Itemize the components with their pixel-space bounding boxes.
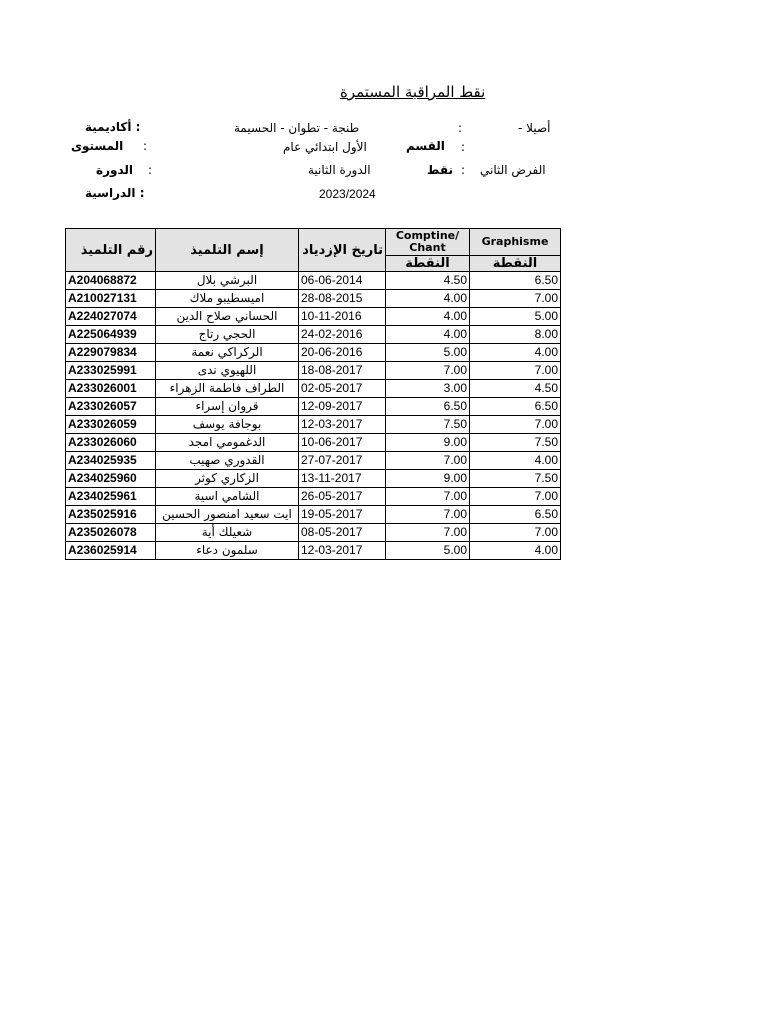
grade-graphisme-cell: 7.00 bbox=[470, 488, 561, 506]
student-number-cell: A236025914 bbox=[66, 542, 156, 560]
table-row bbox=[66, 488, 561, 506]
grade-graphisme-cell: 6.50 bbox=[470, 506, 561, 524]
table-row bbox=[66, 344, 561, 362]
student-number-cell: A233025991 bbox=[66, 362, 156, 380]
session-label: الدورة bbox=[96, 163, 134, 177]
student-name-cell: بوجافة يوسف bbox=[156, 416, 299, 434]
grade-graphisme-cell: 6.50 bbox=[470, 398, 561, 416]
birth-date-cell: 28-08-2015 bbox=[299, 290, 386, 308]
birth-date-cell: 12-09-2017 bbox=[299, 398, 386, 416]
birth-date-cell: 02-05-2017 bbox=[299, 380, 386, 398]
student-name-cell: الحساني صلاح الدين bbox=[156, 308, 299, 326]
student-number-cell: A233026001 bbox=[66, 380, 156, 398]
student-number-cell: A225064939 bbox=[66, 326, 156, 344]
grade-comptine-cell: 7.00 bbox=[386, 506, 470, 524]
student-number-cell: A234025935 bbox=[66, 452, 156, 470]
header-subject-graphisme: Graphisme bbox=[470, 229, 561, 256]
grade-comptine-cell: 4.00 bbox=[386, 308, 470, 326]
birth-date-cell: 26-05-2017 bbox=[299, 488, 386, 506]
header-student-number: رقم التلميذ bbox=[66, 229, 156, 272]
table-row bbox=[66, 524, 561, 542]
grade-comptine-cell: 7.00 bbox=[386, 524, 470, 542]
header-grade: النقطة bbox=[470, 255, 561, 271]
grade-comptine-cell: 6.50 bbox=[386, 398, 470, 416]
student-name-cell: ايت سعيد امنصور الحسين bbox=[156, 506, 299, 524]
grade-graphisme-cell: 6.50 bbox=[470, 272, 561, 290]
grade-comptine-cell: 9.00 bbox=[386, 470, 470, 488]
header-subject-comptine: Comptine/ Chant bbox=[386, 229, 470, 256]
grade-comptine-cell: 3.00 bbox=[386, 380, 470, 398]
grades-label: نقط bbox=[427, 163, 453, 177]
student-name-cell: قروان إسراء bbox=[156, 398, 299, 416]
year-value: 2023/2024 bbox=[319, 187, 376, 201]
grade-comptine-cell: 7.00 bbox=[386, 488, 470, 506]
table-row bbox=[66, 380, 561, 398]
student-name-cell: الزكاري كوثر bbox=[156, 470, 299, 488]
table-row bbox=[66, 308, 561, 326]
student-number-cell: A233026060 bbox=[66, 434, 156, 452]
student-name-cell: القدوري صهيب bbox=[156, 452, 299, 470]
student-name-cell: اللهيوي ندى bbox=[156, 362, 299, 380]
grade-comptine-cell: 5.00 bbox=[386, 344, 470, 362]
table-row bbox=[66, 326, 561, 344]
grade-graphisme-cell: 7.00 bbox=[470, 416, 561, 434]
grades-value: الفرض الثاني bbox=[480, 163, 546, 177]
birth-date-cell: 12-03-2017 bbox=[299, 542, 386, 560]
table-row bbox=[66, 362, 561, 380]
birth-date-cell: 08-05-2017 bbox=[299, 524, 386, 542]
table-row bbox=[66, 506, 561, 524]
student-number-cell: A204068872 bbox=[66, 272, 156, 290]
student-name-cell: الشامي اسية bbox=[156, 488, 299, 506]
student-name-cell: اميسطيبو ملاك bbox=[156, 290, 299, 308]
student-number-cell: A233026057 bbox=[66, 398, 156, 416]
grade-graphisme-cell: 7.50 bbox=[470, 470, 561, 488]
table-row bbox=[66, 434, 561, 452]
table-row bbox=[66, 470, 561, 488]
birth-date-cell: 24-02-2016 bbox=[299, 326, 386, 344]
student-number-cell: A229079834 bbox=[66, 344, 156, 362]
grade-graphisme-cell: 5.00 bbox=[470, 308, 561, 326]
header-birth-date: تاريخ الإزدياد bbox=[299, 229, 386, 272]
section-label: القسم bbox=[406, 139, 445, 153]
region-value: - أصيلا bbox=[518, 121, 551, 135]
grade-graphisme-cell: 7.00 bbox=[470, 290, 561, 308]
grade-comptine-cell: 7.00 bbox=[386, 452, 470, 470]
grade-graphisme-cell: 7.50 bbox=[470, 434, 561, 452]
table-row bbox=[66, 398, 561, 416]
student-name-cell: البرشي بلال bbox=[156, 272, 299, 290]
table-row bbox=[66, 416, 561, 434]
grade-graphisme-cell: 4.50 bbox=[470, 380, 561, 398]
header-student-name: إسم التلميذ bbox=[156, 229, 299, 272]
academy-label: أكاديمية : bbox=[85, 120, 141, 134]
grade-comptine-cell: 5.00 bbox=[386, 542, 470, 560]
grades-table bbox=[65, 228, 561, 560]
table-row bbox=[66, 290, 561, 308]
student-number-cell: A233026059 bbox=[66, 416, 156, 434]
year-label: الدراسية : bbox=[85, 186, 145, 200]
student-number-cell: A235026078 bbox=[66, 524, 156, 542]
birth-date-cell: 12-03-2017 bbox=[299, 416, 386, 434]
academy-value: طنجة - تطوان - الحسيمة bbox=[234, 121, 360, 135]
grade-graphisme-cell: 8.00 bbox=[470, 326, 561, 344]
grade-graphisme-cell: 7.00 bbox=[470, 524, 561, 542]
page-title: نقط المراقبة المستمرة bbox=[340, 83, 486, 101]
student-name-cell: شعيلك أية bbox=[156, 524, 299, 542]
table-row bbox=[66, 272, 561, 290]
student-number-cell: A210027131 bbox=[66, 290, 156, 308]
grade-graphisme-cell: 7.00 bbox=[470, 362, 561, 380]
birth-date-cell: 10-06-2017 bbox=[299, 434, 386, 452]
birth-date-cell: 20-06-2016 bbox=[299, 344, 386, 362]
birth-date-cell: 27-07-2017 bbox=[299, 452, 386, 470]
level-value: الأول ابتدائي عام bbox=[283, 140, 367, 154]
student-number-cell: A235025916 bbox=[66, 506, 156, 524]
grade-comptine-cell: 4.00 bbox=[386, 326, 470, 344]
grade-comptine-cell: 4.00 bbox=[386, 290, 470, 308]
student-name-cell: الركراكي نعمة bbox=[156, 344, 299, 362]
birth-date-cell: 13-11-2017 bbox=[299, 470, 386, 488]
section-colon: : bbox=[461, 140, 466, 154]
student-number-cell: A234025960 bbox=[66, 470, 156, 488]
session-value: الدورة الثانية bbox=[308, 163, 371, 177]
colon-sep: : bbox=[148, 163, 153, 177]
grade-graphisme-cell: 4.00 bbox=[470, 542, 561, 560]
grade-comptine-cell: 4.50 bbox=[386, 272, 470, 290]
student-number-cell: A224027074 bbox=[66, 308, 156, 326]
student-name-cell: الطراف فاطمة الزهراء bbox=[156, 380, 299, 398]
grade-comptine-cell: 9.00 bbox=[386, 434, 470, 452]
table-row bbox=[66, 542, 561, 560]
student-name-cell: الحجي رتاج bbox=[156, 326, 299, 344]
student-number-cell: A234025961 bbox=[66, 488, 156, 506]
grade-graphisme-cell: 4.00 bbox=[470, 344, 561, 362]
table-row bbox=[66, 452, 561, 470]
level-label: المستوى bbox=[71, 139, 124, 153]
header-grade: النقطة bbox=[386, 255, 470, 271]
birth-date-cell: 06-06-2014 bbox=[299, 272, 386, 290]
student-name-cell: الدغمومي امجد bbox=[156, 434, 299, 452]
grades-colon: : bbox=[461, 163, 466, 177]
grade-comptine-cell: 7.50 bbox=[386, 416, 470, 434]
grade-graphisme-cell: 4.00 bbox=[470, 452, 561, 470]
colon-sep: : bbox=[143, 139, 148, 153]
colon-sep: : bbox=[458, 121, 463, 135]
birth-date-cell: 10-11-2016 bbox=[299, 308, 386, 326]
birth-date-cell: 19-05-2017 bbox=[299, 506, 386, 524]
student-name-cell: سلمون دعاء bbox=[156, 542, 299, 560]
birth-date-cell: 18-08-2017 bbox=[299, 362, 386, 380]
grade-comptine-cell: 7.00 bbox=[386, 362, 470, 380]
